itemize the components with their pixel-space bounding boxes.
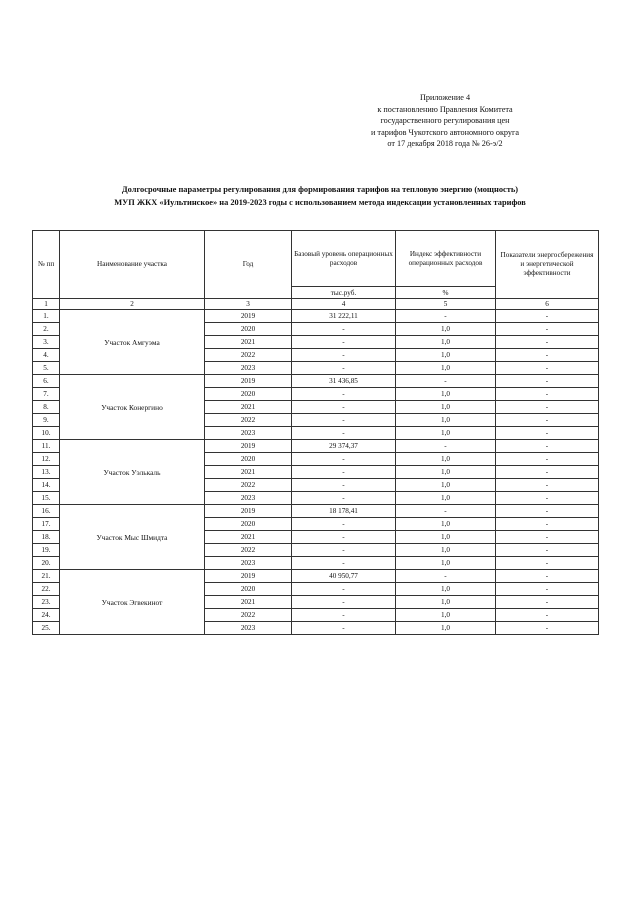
row-energy-saving: - [496,414,599,427]
row-energy-saving: - [496,323,599,336]
row-energy-saving: - [496,388,599,401]
row-base-opex: - [292,336,396,349]
column-number: 6 [496,299,599,310]
row-energy-saving: - [496,531,599,544]
row-base-opex: - [292,583,396,596]
row-efficiency-index: - [396,440,496,453]
row-number: 7. [33,388,60,401]
row-number: 11. [33,440,60,453]
row-efficiency-index: 1,0 [396,349,496,362]
row-year: 2022 [205,479,292,492]
row-base-opex: - [292,466,396,479]
row-year: 2019 [205,505,292,518]
column-number: 5 [396,299,496,310]
unit-index: % [396,287,496,299]
row-energy-saving: - [496,362,599,375]
row-base-opex: - [292,349,396,362]
row-base-opex: - [292,427,396,440]
appendix-line: от 17 декабря 2018 года № 26-э/2 [387,139,503,149]
unit-base: тыс.руб. [292,287,396,299]
row-efficiency-index: 1,0 [396,531,496,544]
row-efficiency-index: - [396,570,496,583]
row-efficiency-index: 1,0 [396,453,496,466]
row-efficiency-index: 1,0 [396,622,496,635]
header-num: № пп [33,231,60,299]
row-number: 15. [33,492,60,505]
row-base-opex: 40 950,77 [292,570,396,583]
row-efficiency-index: 1,0 [396,414,496,427]
header-base-opex: Базовый уровень операционных расходов [292,231,396,287]
title-line-1: Долгосрочные параметры регулирования для формирования тарифов на тепловую энергию (мощность) [121,185,519,194]
row-efficiency-index: 1,0 [396,466,496,479]
row-year: 2020 [205,388,292,401]
table-row [33,310,599,323]
header-year: Год [205,231,292,299]
row-energy-saving: - [496,583,599,596]
row-efficiency-index: 1,0 [396,609,496,622]
column-number: 2 [60,299,205,310]
row-base-opex: - [292,323,396,336]
site-name: Участок Уэлькаль [60,440,205,505]
row-efficiency-index: 1,0 [396,557,496,570]
row-year: 2023 [205,492,292,505]
row-year: 2020 [205,518,292,531]
row-number: 9. [33,414,60,427]
row-number: 20. [33,557,60,570]
row-energy-saving: - [496,375,599,388]
row-number: 4. [33,349,60,362]
table-row [33,505,599,518]
row-energy-saving: - [496,544,599,557]
row-efficiency-index: 1,0 [396,492,496,505]
row-energy-saving: - [496,609,599,622]
row-year: 2021 [205,466,292,479]
row-efficiency-index: - [396,375,496,388]
table-row [33,375,599,388]
row-energy-saving: - [496,336,599,349]
column-numbers-row [33,299,599,310]
row-number: 18. [33,531,60,544]
row-energy-saving: - [496,557,599,570]
row-year: 2020 [205,583,292,596]
row-base-opex: - [292,453,396,466]
row-year: 2019 [205,310,292,323]
row-year: 2022 [205,349,292,362]
row-number: 19. [33,544,60,557]
row-base-opex: 31 222,11 [292,310,396,323]
row-year: 2021 [205,531,292,544]
row-number: 5. [33,362,60,375]
row-base-opex: 29 374,37 [292,440,396,453]
row-efficiency-index: 1,0 [396,362,496,375]
row-year: 2020 [205,453,292,466]
document-title [30,183,610,209]
row-number: 12. [33,453,60,466]
row-base-opex: - [292,518,396,531]
row-base-opex: 31 436,85 [292,375,396,388]
row-efficiency-index: - [396,505,496,518]
row-base-opex: - [292,544,396,557]
row-year: 2022 [205,544,292,557]
title-line-2: МУП ЖКХ «Иультинское» на 2019-2023 годы с использованием метода индексации установленных тарифов [114,198,526,207]
row-base-opex: - [292,557,396,570]
row-efficiency-index: - [396,310,496,323]
row-number: 10. [33,427,60,440]
parameters-table [32,230,599,635]
row-efficiency-index: 1,0 [396,544,496,557]
row-number: 17. [33,518,60,531]
row-base-opex: - [292,401,396,414]
row-year: 2019 [205,375,292,388]
row-base-opex: 18 178,41 [292,505,396,518]
row-base-opex: - [292,362,396,375]
row-energy-saving: - [496,453,599,466]
site-name: Участок Эгвекинот [60,570,205,635]
row-year: 2023 [205,622,292,635]
table-body [33,310,599,635]
row-year: 2023 [205,557,292,570]
row-efficiency-index: 1,0 [396,388,496,401]
row-efficiency-index: 1,0 [396,583,496,596]
row-efficiency-index: 1,0 [396,427,496,440]
site-name: Участок Мыс Шмидта [60,505,205,570]
row-efficiency-index: 1,0 [396,401,496,414]
row-base-opex: - [292,479,396,492]
row-efficiency-index: 1,0 [396,596,496,609]
row-number: 8. [33,401,60,414]
row-number: 22. [33,583,60,596]
row-efficiency-index: 1,0 [396,479,496,492]
row-energy-saving: - [496,622,599,635]
site-name: Участок Амгуэма [60,310,205,375]
row-base-opex: - [292,609,396,622]
header-energy-saving: Показатели энергосбережения и энергетической эффективности [496,231,599,299]
row-year: 2022 [205,609,292,622]
row-base-opex: - [292,531,396,544]
appendix-reference [330,92,560,150]
row-year: 2019 [205,570,292,583]
row-efficiency-index: 1,0 [396,336,496,349]
row-energy-saving: - [496,401,599,414]
row-energy-saving: - [496,349,599,362]
row-year: 2022 [205,414,292,427]
row-base-opex: - [292,414,396,427]
column-number: 1 [33,299,60,310]
row-energy-saving: - [496,596,599,609]
row-number: 2. [33,323,60,336]
row-energy-saving: - [496,479,599,492]
row-number: 13. [33,466,60,479]
appendix-line: к постановлению Правления Комитета [377,104,513,114]
row-year: 2021 [205,401,292,414]
row-year: 2023 [205,427,292,440]
row-number: 1. [33,310,60,323]
row-energy-saving: - [496,440,599,453]
column-number: 3 [205,299,292,310]
table-row [33,570,599,583]
row-number: 14. [33,479,60,492]
row-year: 2021 [205,596,292,609]
row-efficiency-index: 1,0 [396,323,496,336]
row-number: 3. [33,336,60,349]
row-number: 6. [33,375,60,388]
row-number: 16. [33,505,60,518]
row-base-opex: - [292,388,396,401]
row-energy-saving: - [496,310,599,323]
row-efficiency-index: 1,0 [396,518,496,531]
column-number: 4 [292,299,396,310]
row-number: 21. [33,570,60,583]
row-energy-saving: - [496,505,599,518]
appendix-line: Приложение 4 [419,93,471,102]
site-name: Участок Конергино [60,375,205,440]
row-energy-saving: - [496,518,599,531]
header-site: Наименование участка [60,231,205,299]
table-row [33,440,599,453]
row-energy-saving: - [496,492,599,505]
row-number: 25. [33,622,60,635]
row-number: 23. [33,596,60,609]
appendix-line: и тарифов Чукотского автономного округа [370,127,520,137]
row-year: 2021 [205,336,292,349]
appendix-line: государственного регулирования цен [380,116,510,126]
row-year: 2019 [205,440,292,453]
row-base-opex: - [292,622,396,635]
row-number: 24. [33,609,60,622]
header-efficiency-index: Индекс эффективности операционных расходов [396,231,496,287]
row-base-opex: - [292,596,396,609]
row-energy-saving: - [496,466,599,479]
row-year: 2023 [205,362,292,375]
row-base-opex: - [292,492,396,505]
row-energy-saving: - [496,427,599,440]
row-year: 2020 [205,323,292,336]
row-energy-saving: - [496,570,599,583]
